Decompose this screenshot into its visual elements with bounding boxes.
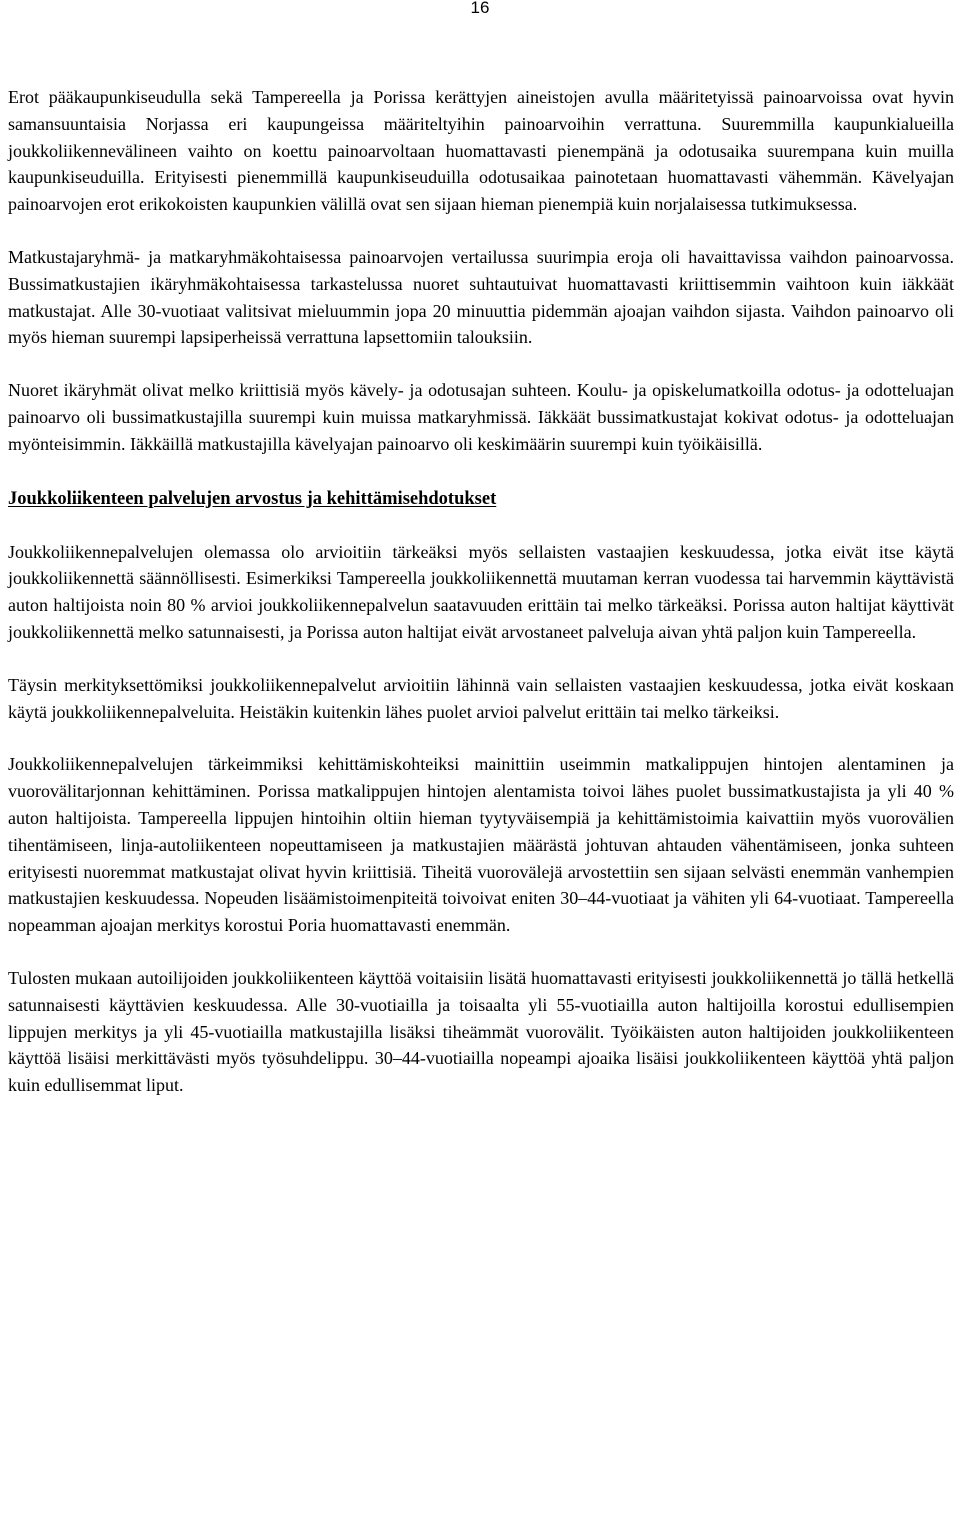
paragraph: Joukkoliikennepalvelujen tärkeimmiksi kehittämiskohteiksi mainittiin useimmin matkalippujen hintojen alentaminen ja vuorovälitarjonnan kehittäminen. Porissa matkalippujen hintojen alentamista toivoi lähes puolet bussimatkustajista ja yli 40 % auton haltijoista. Tampereella lippujen hintoihin oltiin hieman tyytyväisempiä ja kehittämistoimia kaivattiin myös vuorovälien tihentämiseen, linja-autoliikenteen nopeuttamiseen ja matkustajien määrästä johtuvan ahtauden vähentämiseen, jonka suhteen erityisesti nuoremmat matkustajat olivat hyvin kriittisiä. Tiheitä vuorovälejä arvostettiin sen sijaan selvästi enemmän vanhempien matkustajien keskuudessa. Nopeuden lisäämistoimenpiteitä toivoivat eniten 30–44-vuotiaat ja vähiten yli 64-vuotiaat. Tampereella nopeamman ajoajan merkitys korostui Poria huomattavasti enemmän. [8,754,954,936]
paragraph: Tulosten mukaan autoilijoiden joukkoliikenteen käyttöä voitaisiin lisätä huomattavasti erityisesti joukkoliikennettä jo tällä hetkellä satunnaisesti käyttävien keskuudessa. Alle 30-vuotiailla ja toisaalta yli 55-vuotiailla auton haltijoilla korostui edullisempien lippujen merkitys ja yli 45-vuotiailla matkustajilla lisäksi tiheämmät vuorovälit. Työikäisten auton haltijoiden joukkoliikenteen käyttöä lisäisi merkittävästi myös työsuhdelippu. 30–44-vuotiailla nopeampi ajoaika lisäisi joukkoliikenteen käyttöä yhtä paljon kuin edullisemmat liput. [8,967,954,1096]
section-heading: Joukkoliikenteen palvelujen arvostus ja kehittämisehdotukset [8,488,497,509]
document-body [8,84,954,1099]
page-number: 16 [470,0,490,17]
paragraph: Erot pääkaupunkiseudulla sekä Tampereella ja Porissa kerättyjen aineistojen avulla määritetyissä painoarvoissa ovat hyvin samansuuntaisia Norjassa eri kaupungeissa määriteltyihin painoarvoihin verrattuna. Suuremmilla kaupunkialueilla joukkoliikennevälineen vaihto on koettu painoarvoltaan huomattavasti pienempänä ja odotusaika suurempana kuin muilla kaupunkiseuduilla. Erityisesti pienemmillä kaupunkiseuduilla odotusaikaa painotetaan huomattavasti vähemmän. Kävelyajan painoarvojen erot erikokoisten kaupunkien välillä ovat sen sijaan hieman pienempiä kuin norjalaisessa tutkimuksessa. [8,87,954,215]
paragraph: Matkustajaryhmä- ja matkaryhmäkohtaisessa painoarvojen vertailussa suurimpia eroja oli havaittavissa vaihdon painoarvossa. Bussimatkustajien ikäryhmäkohtaisessa tarkastelussa nuoret suhtautuivat huomattavasti kriittisemmin vaihtoon kuin iäkkäät matkustajat. Alle 30-vuotiaat valitsivat mieluummin jopa 20 minuuttia pidemmän ajoajan vaihdon sijasta. Vaihdon painoarvo oli myös hieman suurempi lapsiperheissä verrattuna lapsettomiin talouksiin. [8,246,954,348]
paragraph: Täysin merkityksettömiksi joukkoliikennepalvelut arvioitiin lähinnä vain sellaisten vastaajien keskuudessa, jotka eivät koskaan käytä joukkoliikennepalveluita. Heistäkin kuitenkin lähes puolet arvioi palvelut erittäin tai melko tärkeiksi. [8,674,954,722]
paragraph: Joukkoliikennepalvelujen olemassa olo arvioitiin tärkeäksi myös sellaisten vastaajien keskuudessa, jotka eivät itse käytä joukkoliikennettä säännöllisesti. Esimerkiksi Tampereella joukkoliikennettä muutaman kerran vuodessa tai harvemmin käyttävistä auton haltijoista noin 80 % arvioi joukkoliikennepalvelun saatavuuden erittäin tai melko tärkeäksi. Porissa auton haltijat käyttivät joukkoliikennettä melko satunnaisesti, ja Porissa auton haltijat eivät arvostaneet palveluja aivan yhtä paljon kuin Tampereella. [8,541,954,642]
paragraph: Nuoret ikäryhmät olivat melko kriittisiä myös kävely- ja odotusajan suhteen. Koulu- ja opiskelumatkoilla odotus- ja odotteluajan painoarvo oli bussimatkustajilla suurempi kuin muissa matkaryhmissä. Iäkkäät bussimatkustajat kokivat odotus- ja odotteluajan myönteisimmin. Iäkkäillä matkustajilla kävelyajan painoarvo oli keskimäärin suurempi kuin työikäisillä. [8,380,954,454]
